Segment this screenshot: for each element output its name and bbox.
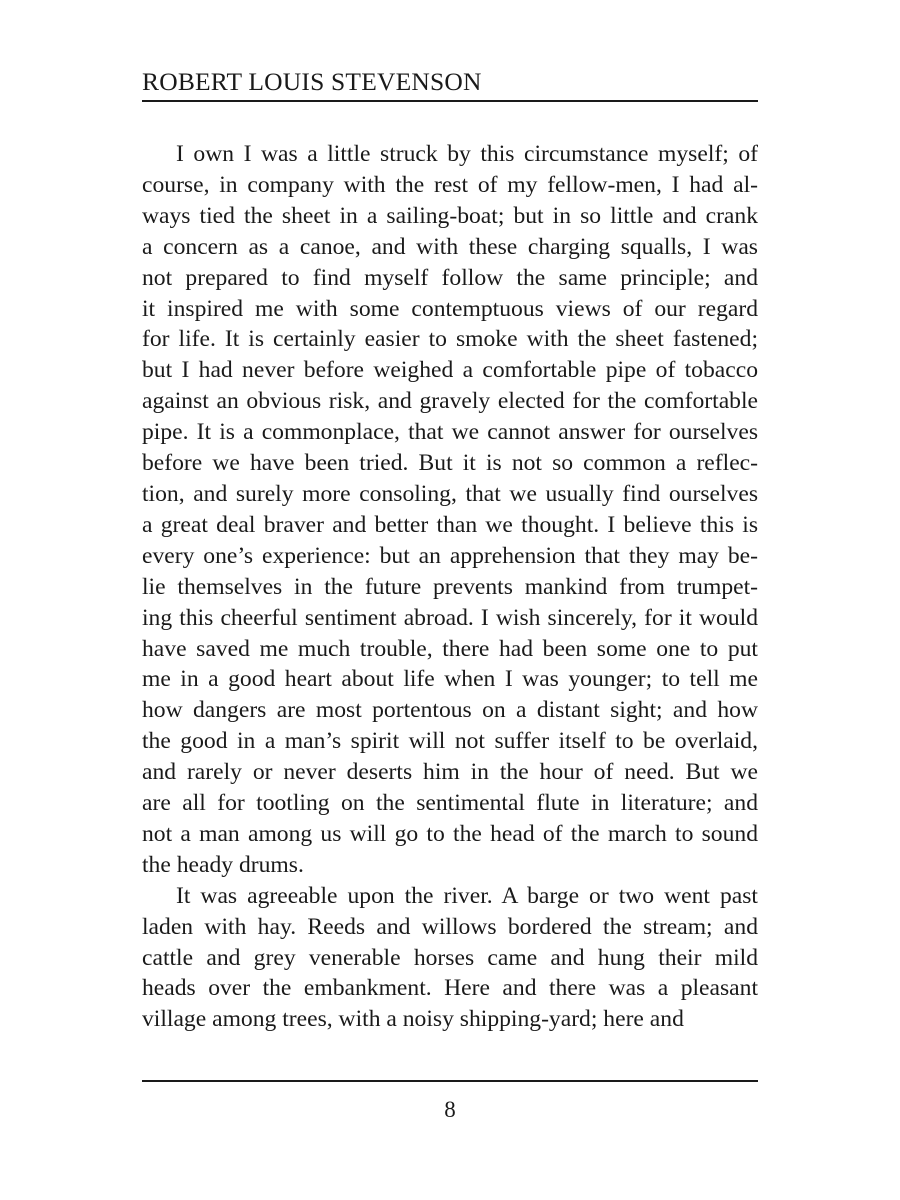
text-line: ing this cheerful sentiment abroad. I wish sincerely, for it would — [142, 604, 758, 631]
text-line: heads over the embankment. Here and there was a pleasant — [142, 975, 758, 1002]
text-line: I own I was a little struck by this circumstance myself; of — [176, 141, 758, 167]
text-line: before we have been tried. But it is not so common a reflec- — [142, 450, 758, 477]
paragraph — [142, 139, 758, 881]
text-line: how dangers are most portentous on a distant sight; and how — [142, 697, 758, 724]
footer-rule — [142, 1080, 758, 1082]
text-line: course, in company with the rest of my fellow-men, I had al- — [142, 171, 758, 198]
running-head-author: ROBERT LOUIS STEVENSON — [142, 67, 482, 96]
text-line: a concern as a canoe, and with these charging squalls, I was — [142, 233, 758, 260]
header-rule — [142, 100, 758, 102]
text-line: it inspired me with some contemptuous views of our regard — [142, 295, 758, 322]
text-line: but I had never before weighed a comfortable pipe of tobacco — [142, 357, 758, 384]
paragraph — [142, 881, 758, 1036]
text-line: tion, and surely more consoling, that we usually find ourselves — [142, 480, 758, 507]
text-line: pipe. It is a commonplace, that we cannot answer for ourselves — [142, 419, 758, 446]
text-line: against an obvious risk, and gravely elected for the comfortable — [142, 388, 758, 415]
text-line: not a man among us will go to the head of the march to sound — [142, 820, 758, 847]
text-line: a great deal braver and better than we thought. I believe this is — [142, 511, 758, 538]
text-line: the good in a man’s spirit will not suffer itself to be overlaid, — [142, 728, 758, 755]
text-line: have saved me much trouble, there had been some one to put — [142, 635, 758, 662]
text-line: are all for tootling on the sentimental flute in literature; and — [142, 790, 758, 817]
text-line: ways tied the sheet in a sailing-boat; but in so little and crank — [142, 202, 758, 229]
text-line: every one’s experience: but an apprehension that they may be- — [142, 542, 758, 569]
text-line: and rarely or never deserts him in the hour of need. But we — [142, 759, 758, 786]
text-line: me in a good heart about life when I was younger; to tell me — [142, 666, 758, 693]
body-text — [142, 139, 758, 1035]
page-number: 8 — [444, 1097, 456, 1122]
text-line: lie themselves in the future prevents mankind from trumpet- — [142, 573, 758, 600]
text-line: village among trees, with a noisy shipping-yard; here and — [142, 1006, 684, 1033]
text-line: It was agreeable upon the river. A barge or two went past — [176, 882, 758, 909]
text-line: the heady drums. — [142, 851, 304, 878]
text-line: laden with hay. Reeds and willows bordered the stream; and — [142, 913, 758, 940]
text-line: cattle and grey venerable horses came and hung their mild — [142, 944, 758, 971]
text-line: for life. It is certainly easier to smoke with the sheet fastened; — [142, 326, 758, 353]
text-line: not prepared to find myself follow the same principle; and — [142, 264, 758, 291]
